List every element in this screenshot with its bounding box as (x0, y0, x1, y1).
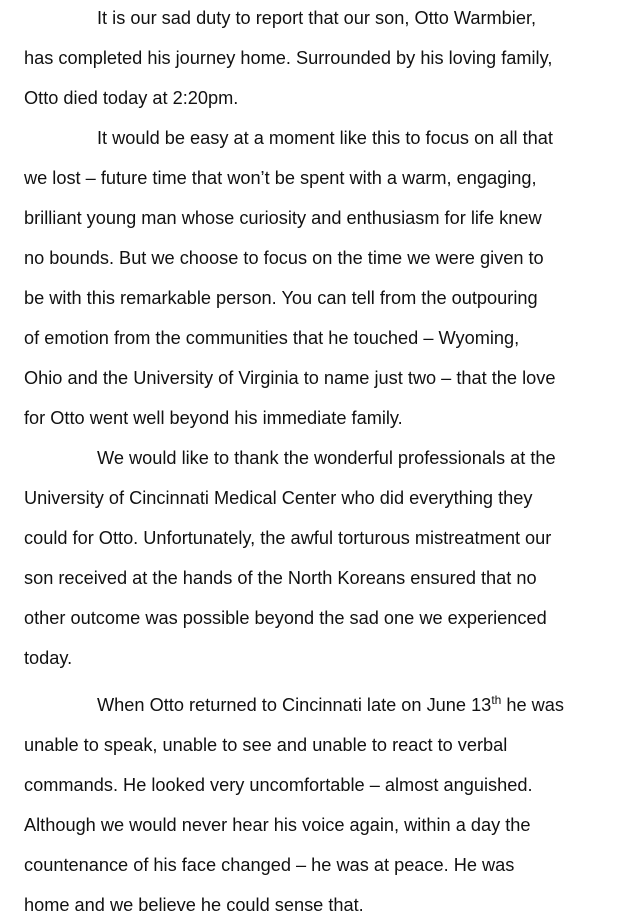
paragraph-3-line-2: University of Cincinnati Medical Center who did everything they (24, 488, 533, 508)
paragraph-2-line-5: be with this remarkable person. You can tell from the outpouring (24, 288, 538, 308)
paragraph-3-line-1: We would like to thank the wonderful professionals at the (97, 448, 556, 468)
paragraph-2-line-2: we lost – future time that won’t be spent with a warm, engaging, (24, 168, 537, 188)
paragraph-1-line-3: Otto died today at 2:20pm. (24, 88, 239, 108)
ordinal-suffix: th (491, 693, 502, 707)
paragraph-2-line-6: of emotion from the communities that he touched – Wyoming, (24, 328, 520, 348)
paragraph-4-line-3: commands. He looked very uncomfortable – almost anguished. (24, 775, 533, 795)
paragraph-4-line-2: unable to speak, unable to see and unable to react to verbal (24, 735, 508, 755)
paragraph-4-line-4: Although we would never hear his voice again, within a day the (24, 815, 531, 835)
paragraph-4-line-6: home and we believe he could sense that. (24, 895, 364, 915)
paragraph-3-line-4: son received at the hands of the North Koreans ensured that no (24, 568, 537, 588)
paragraph-2-line-4: no bounds. But we choose to focus on the time we were given to (24, 248, 544, 268)
paragraph-3-line-5: other outcome was possible beyond the sad one we experienced (24, 608, 547, 628)
paragraph-4-line-1-tail: he was (501, 695, 565, 715)
paragraph-4-line-1 (97, 694, 564, 716)
paragraph-2-line-3: brilliant young man whose curiosity and enthusiasm for life knew (24, 208, 542, 228)
paragraph-4-line-1-text: When Otto returned to Cincinnati late on June 13 (97, 695, 492, 715)
paragraph-3-line-6: today. (24, 648, 73, 668)
paragraph-4-line-5: countenance of his face changed – he was at peace. He was (24, 855, 515, 875)
paragraph-3-line-3: could for Otto. Unfortunately, the awful torturous mistreatment our (24, 528, 552, 548)
paragraph-1-line-2: has completed his journey home. Surrounded by his loving family, (24, 48, 553, 68)
paragraph-2-line-1: It would be easy at a moment like this to focus on all that (97, 128, 553, 148)
paragraph-2-line-8: for Otto went well beyond his immediate family. (24, 408, 403, 428)
paragraph-2-line-7: Ohio and the University of Virginia to name just two – that the love (24, 368, 556, 388)
paragraph-1-line-1: It is our sad duty to report that our son, Otto Warmbier, (97, 8, 537, 28)
